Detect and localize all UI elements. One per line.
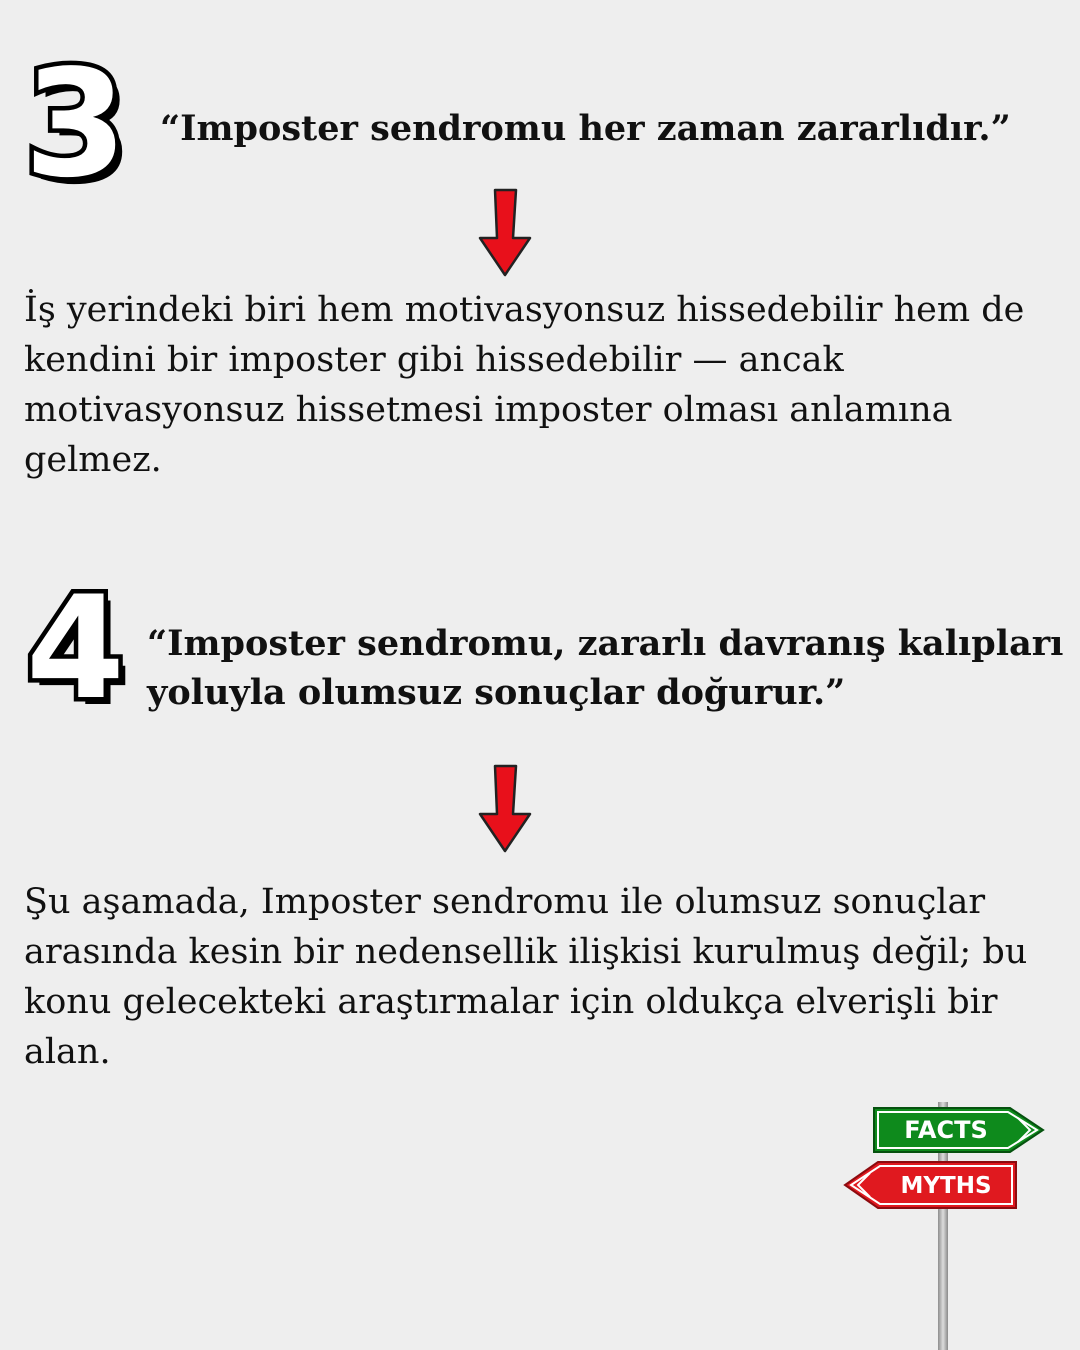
facts-myths-signpost-icon: [838, 1100, 1050, 1350]
myth-statement-4: “Imposter sendromu, zararlı davranış kalıpları yoluyla olumsuz sonuçlar doğurur.”: [147, 623, 1064, 713]
facts-label: FACTS: [904, 1116, 988, 1144]
myths-label: MYTHS: [900, 1173, 992, 1199]
myth-number-3: 3: [24, 38, 127, 210]
fact-text-3: İş yerindeki biri hem motivasyonsuz hissedebilir hem de kendini bir imposter gibi hissedebilir — ancak motivasyonsuz hissetmesi imposter olması anlamına gelmez.: [24, 290, 1025, 480]
facts-sign: [874, 1108, 1043, 1152]
down-arrow-icon: [478, 764, 532, 854]
down-arrow-icon: [478, 188, 532, 278]
myths-sign: [845, 1162, 1016, 1208]
myth-number-4: 4: [26, 566, 125, 731]
fact-text-4: Şu aşamada, Imposter sendromu ile olumsuz sonuçlar arasında kesin bir nedensellik ilişkisi kurulmuş değil; bu konu gelecekteki araştırmalar için oldukça elverişli bir alan.: [24, 882, 1028, 1072]
myth-statement-3: “Imposter sendromu her zaman zararlıdır.”: [160, 108, 1011, 149]
